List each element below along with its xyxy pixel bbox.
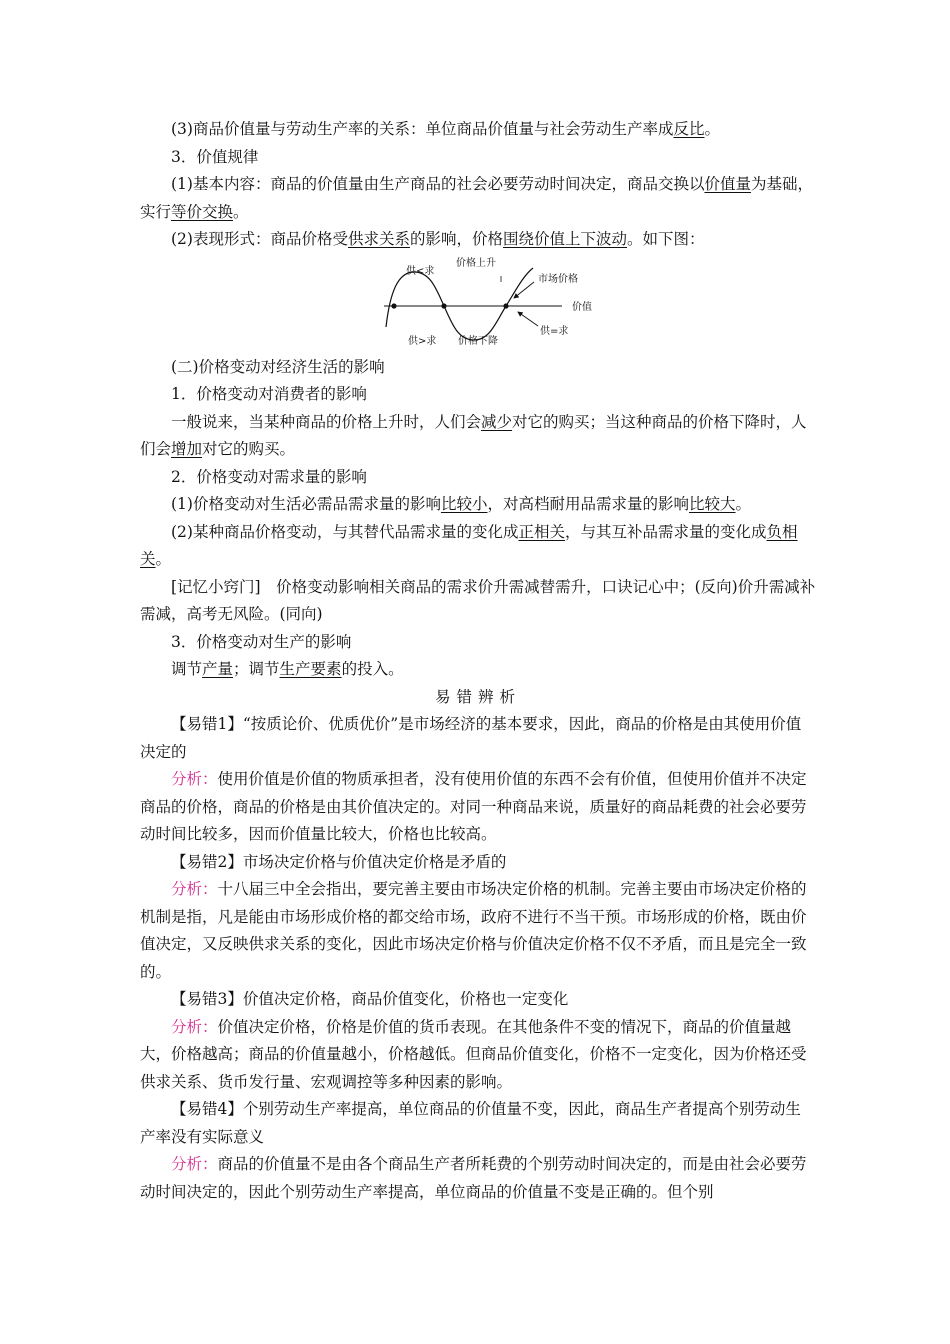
paragraph-expression-form — [140, 226, 816, 254]
paragraph-consumers — [140, 409, 816, 464]
market-price-pointer — [514, 282, 534, 298]
text: 个别劳动生产率提高，单位商品的价值量不变，因此，商品生产者提高个别劳动生产率没有实际意义 — [140, 1100, 801, 1146]
subheading-production: 3．价格变动对生产的影响 — [171, 632, 352, 651]
text: (3)商品价值量与劳动生产率的关系：单位商品价值量与社会劳动生产率成 — [171, 120, 674, 138]
error-item — [140, 849, 816, 987]
label-supply-lt-demand: 供<求 — [406, 265, 435, 277]
text: 对它的购买。 — [202, 440, 296, 458]
price-curve — [386, 268, 533, 340]
text: 。如下图： — [627, 230, 705, 248]
text: ，对高档耐用品需求量的影响 — [487, 495, 689, 513]
subheading-consumers: 1．价格变动对消费者的影响 — [171, 385, 367, 403]
text: 。 — [704, 120, 720, 138]
text: 价值决定价格，价格是价值的货币表现。在其他条件不变的情况下，商品的价值量越大，价格越高；商品的价值量越小，价格越低。但商品价值变化，价格不一定变化，因为价格还受供求关系、货币发行量、宏观调控等多种因素的影响。 — [140, 1017, 807, 1091]
answer-underline: 比较大 — [689, 495, 736, 513]
error-claim — [140, 986, 816, 1014]
text: ，与其互补品需求量的变化成 — [564, 522, 767, 541]
subheading-demand: 2．价格变动对需求量的影响 — [171, 467, 367, 486]
text: 十八届三中全会指出，要完善主要由市场决定价格的机制。完善主要由市场决定价格的机制是指，凡是能由市场形成价格的都交给市场，政府不进行不当干预。市场形成的价格，既由价值决定，又反映供求关系的变化，因此市场决定价格与价值决定价格不仅不矛盾，而且是完全一致的。 — [140, 880, 807, 981]
text: “按质论价、优质优价”是市场经济的基本要求，因此，商品的价格是由其使用价值决定的 — [140, 715, 802, 761]
section-heading: (二)价格变动对经济生活的影响 — [171, 357, 385, 376]
price-wave-svg — [378, 254, 608, 350]
error-tag: 【易错1】 — [171, 715, 243, 733]
error-item — [140, 711, 816, 849]
answer-underline: 围绕价值上下波动 — [503, 230, 628, 248]
equilibrium-point — [391, 303, 396, 308]
text: 的投入。 — [341, 660, 404, 678]
answer-underline: 反比 — [673, 120, 705, 138]
answer-underline: 供求关系 — [347, 230, 410, 248]
error-item — [140, 986, 816, 1096]
text: (2)表现形式：商品价格受 — [171, 230, 348, 248]
answer-underline: 生产要素 — [279, 660, 342, 678]
error-analysis — [140, 1014, 816, 1097]
text: 使用价值是价值的物质承担者，没有使用价值的东西不会有价值，但使用价值并不决定商品的价格，商品的价格是由其价值决定的。对同一种商品来说，质量好的商品耗费的社会必要劳动时间比较多，因而价值量比较大，价格也比较高。 — [140, 770, 807, 843]
equilibrium-pointer — [518, 312, 538, 326]
paragraph-necessities — [140, 491, 816, 519]
price-value-diagram — [140, 254, 816, 354]
analysis-label: 分析： — [171, 880, 218, 898]
paragraph-value-productivity — [140, 116, 816, 144]
equilibrium-point — [503, 303, 508, 308]
error-analysis — [140, 1151, 816, 1206]
heading-law-of-value: 3．价值规律 — [171, 147, 259, 166]
error-tag: 【易错2】 — [171, 852, 243, 871]
answer-underline: 等价交换 — [171, 202, 234, 221]
error-claim — [140, 1096, 816, 1151]
label-supply-gt-demand: 供>求 — [408, 335, 437, 347]
answer-underline: 正相关 — [518, 522, 565, 541]
answer-underline: 产量 — [202, 660, 234, 678]
text: ；调节 — [233, 660, 280, 678]
label-supply-eq-demand: 供=求 — [540, 325, 569, 337]
text: 。 — [735, 495, 752, 513]
paragraph-substitutes — [140, 519, 816, 574]
text: 对它的购买；当这种商品的价格下降时，人们会 — [140, 412, 807, 458]
text: 商品的价值量不是由各个商品生产者所耗费的个别劳动时间决定的，而是由社会必要劳动时间决定的，因此个别劳动生产率提高，单位商品的价值量不变是正确的。但个别 — [140, 1155, 807, 1201]
error-analysis — [140, 876, 816, 986]
answer-underline: 价值量 — [704, 175, 751, 193]
text: 调节 — [171, 660, 203, 678]
label-price-down: 价格下降 — [458, 335, 498, 347]
label-market-price: 市场价格 — [538, 273, 578, 285]
text: (1)基本内容：商品的价值量由生产商品的社会必要劳动时间决定，商品交换以 — [171, 175, 705, 193]
answer-underline: 负相关 — [140, 522, 798, 568]
error-claim — [140, 849, 816, 877]
analysis-label: 分析： — [171, 770, 218, 788]
analysis-label: 分析： — [171, 1155, 218, 1173]
errors-section-title: 易错辨析 — [434, 687, 521, 706]
text: 。 — [155, 550, 172, 568]
answer-underline: 比较小 — [440, 495, 488, 513]
label-price-up: 价格上升 — [456, 257, 496, 269]
text: 的影响，价格 — [409, 230, 503, 248]
text: 为基础，实行 — [140, 175, 813, 221]
equilibrium-point — [441, 303, 446, 308]
error-tag: 【易错4】 — [171, 1100, 243, 1118]
error-item — [140, 1096, 816, 1206]
document-content — [140, 116, 816, 1206]
label-value: 价值 — [572, 301, 592, 313]
text: 市场决定价格与价值决定价格是矛盾的 — [242, 852, 507, 871]
error-claim — [140, 711, 816, 766]
text: 一般说来，当某种商品的价格上升时，人们会 — [171, 412, 482, 431]
memory-tip: [记忆小窍门] 价格变动影响相关商品的需求价升需减替需升，口诀记心中；(反向)价升需减补需减，高考无风险。(同向) — [140, 577, 816, 623]
error-analysis — [140, 766, 816, 849]
text: 。 — [233, 202, 249, 221]
text: 价值决定价格，商品价值变化，价格也一定变化 — [242, 990, 569, 1008]
paragraph-basic-content — [140, 171, 816, 226]
text: (2)某种商品价格变动，与其替代品需求量的变化成 — [171, 522, 519, 541]
answer-underline: 减少 — [481, 412, 513, 431]
error-tag: 【易错3】 — [171, 990, 243, 1008]
text: (1)价格变动对生活必需品需求量的影响 — [171, 495, 441, 513]
paragraph-production — [140, 656, 816, 684]
analysis-label: 分析： — [171, 1017, 218, 1036]
answer-underline: 增加 — [171, 440, 203, 458]
